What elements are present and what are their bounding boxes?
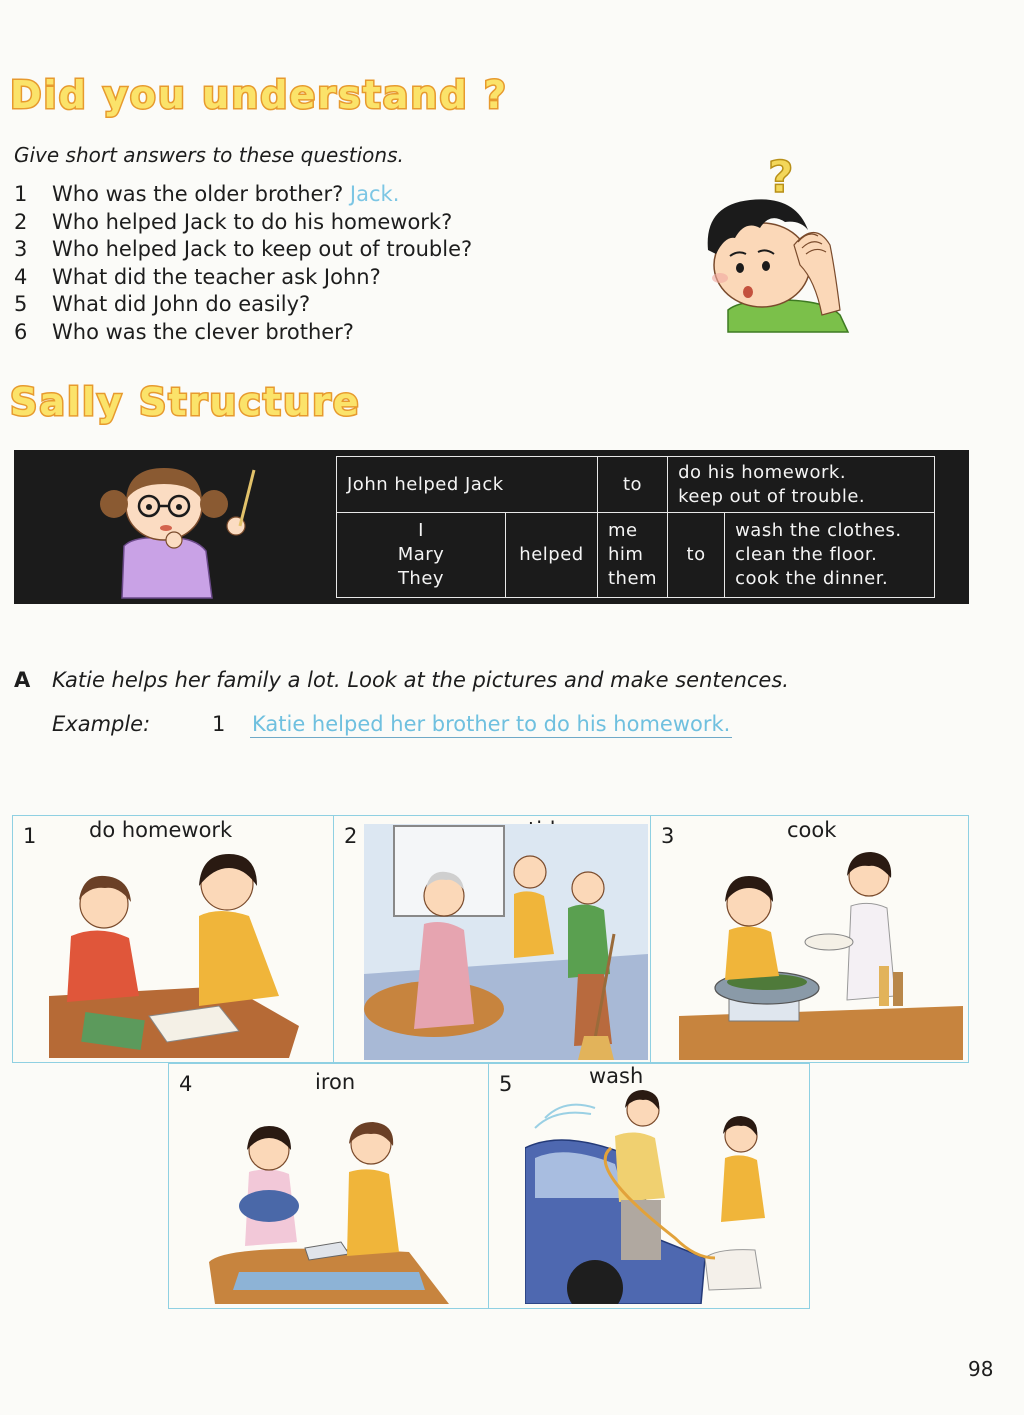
question-list	[14, 181, 472, 346]
picture-panel	[12, 815, 334, 1063]
sally-teacher-illustration	[94, 456, 274, 601]
structure-verb: helped	[506, 513, 598, 598]
cook-illustration	[679, 846, 963, 1060]
structure-subject: Mary	[397, 544, 445, 565]
question-text: Who helped Jack to keep out of trouble?	[52, 237, 473, 261]
question-text: What did the teacher ask John?	[52, 264, 381, 289]
question-text: What did John do easily?	[52, 292, 311, 316]
panel-number: 1	[23, 824, 37, 848]
picture-panel	[488, 1063, 810, 1309]
structure-to: to	[598, 457, 668, 513]
example-label: Example:	[52, 712, 151, 736]
picture-panel	[650, 815, 969, 1063]
structure-object: do his homework.	[678, 461, 847, 483]
picture-panel	[168, 1063, 489, 1309]
tidy-illustration	[364, 824, 648, 1060]
question-number: 5	[14, 292, 28, 316]
section-heading-did-you-understand: Did you understand ?	[10, 73, 508, 117]
structure-to: to	[668, 513, 725, 598]
picture-panel	[333, 815, 651, 1063]
structure-box	[14, 450, 969, 604]
structure-subjects	[337, 513, 506, 598]
question-number: 3	[14, 237, 28, 261]
homework-illustration	[49, 846, 329, 1058]
question-number: 6	[14, 319, 28, 344]
panel-number: 2	[344, 824, 358, 848]
structure-object: keep out of trouble.	[678, 485, 866, 507]
structure-row	[337, 513, 935, 598]
question-item	[14, 291, 472, 319]
structure-subject: They	[397, 568, 445, 589]
wash-illustration	[525, 1088, 807, 1304]
panel-label: do homework	[89, 818, 233, 842]
structure-pronoun: me	[608, 520, 638, 541]
confused-boy-illustration	[690, 150, 860, 335]
exercise-a-instruction-line	[14, 668, 789, 692]
panel-number: 3	[661, 824, 675, 848]
question-text: Who was the clever brother?	[52, 319, 354, 344]
exercise-letter: A	[14, 668, 31, 692]
question-item	[14, 319, 472, 347]
iron-illustration	[209, 1122, 471, 1304]
panel-label: cook	[787, 818, 837, 842]
structure-pronoun: him	[608, 544, 644, 565]
question-number: 1	[14, 182, 28, 206]
question-item	[14, 209, 472, 237]
comprehension-instruction: Give short answers to these questions.	[14, 143, 404, 167]
question-answer: Jack.	[349, 182, 400, 206]
question-item	[14, 181, 472, 209]
structure-pronoun: them	[608, 568, 658, 589]
question-item	[14, 264, 472, 292]
page-number: 98	[968, 1357, 994, 1381]
panel-number: 4	[179, 1072, 193, 1096]
question-number: 4	[14, 264, 28, 289]
question-item	[14, 236, 472, 264]
structure-subject: John helped Jack	[337, 457, 598, 513]
panel-label: iron	[315, 1070, 356, 1094]
structure-pronouns	[598, 513, 668, 598]
question-mark-icon: ?	[768, 152, 794, 203]
question-text: Who was the older brother?	[52, 182, 344, 206]
question-text: Who helped Jack to do his homework?	[52, 209, 453, 234]
structure-table	[336, 456, 935, 598]
structure-object: clean the floor.	[735, 544, 878, 565]
question-number: 2	[14, 209, 28, 234]
structure-object: cook the dinner.	[735, 568, 889, 589]
exercise-instruction: Katie helps her family a lot. Look at the pictures and make sentences.	[52, 668, 789, 692]
example-answer: Katie helped her brother to do his homework.	[252, 712, 731, 736]
example-line	[52, 712, 732, 736]
structure-objects	[668, 457, 935, 513]
panel-label: wash	[589, 1064, 644, 1088]
structure-objects	[725, 513, 935, 598]
section-heading-sally-structure: Sally Structure	[10, 380, 361, 424]
example-number: 1	[212, 712, 226, 736]
structure-object: wash the clothes.	[735, 520, 902, 541]
panel-number: 5	[499, 1072, 513, 1096]
structure-row	[337, 457, 935, 513]
structure-subject: I	[418, 520, 424, 541]
